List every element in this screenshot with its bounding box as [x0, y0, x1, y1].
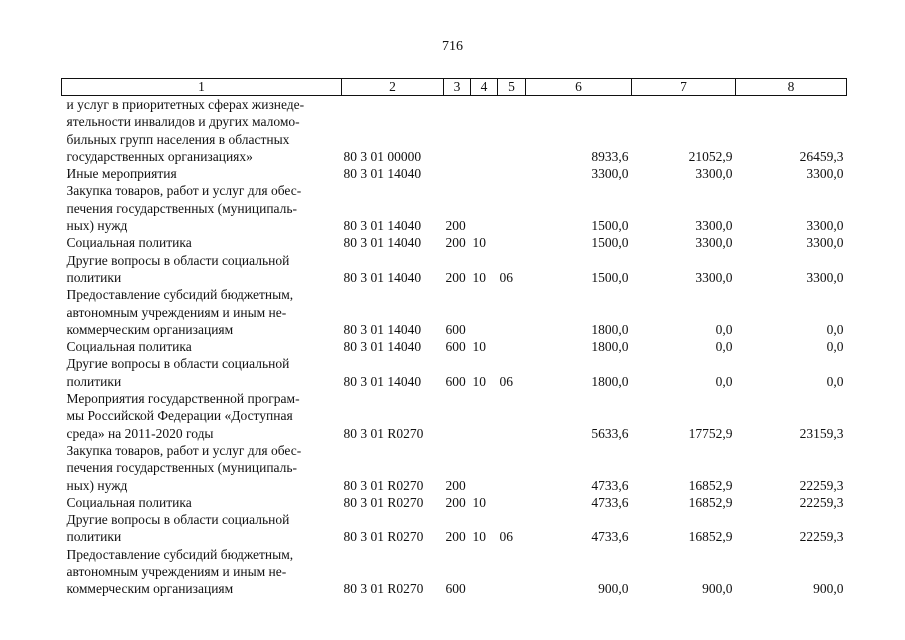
row-value-col7: 0,0 [715, 373, 733, 389]
row-name: Закупка товаров, работ и услуг для обес- печения государственных (муниципаль- ных) нужд [66, 442, 302, 493]
table-row [62, 286, 847, 338]
row-value-col8: 3300,0 [806, 269, 844, 285]
row-expense-type: 600 [445, 373, 466, 389]
row-name: Социальная политика [66, 235, 192, 251]
row-value-col8: 3300,0 [806, 235, 844, 251]
table-body [62, 96, 847, 598]
table-row [62, 182, 847, 234]
row-value-col7: 3300,0 [695, 218, 733, 234]
row-value-col7: 3300,0 [695, 166, 733, 182]
row-value-col6: 5633,6 [591, 425, 629, 441]
row-value-col7: 16852,9 [688, 477, 733, 493]
row-section [471, 390, 498, 442]
row-value-col6: 1500,0 [591, 269, 629, 285]
row-value-col8: 0,0 [826, 321, 844, 337]
row-value-col8: 3300,0 [806, 218, 844, 234]
row-name: и услуг в приоритетных сферах жизнеде- ятельности инвалидов и других маломо- бильных групп населения в областных государственных организациях» [66, 97, 305, 164]
header-cell-5: 5 [498, 79, 526, 96]
row-code: 80 3 01 14040 [343, 269, 422, 285]
row-value-col8: 22259,3 [799, 494, 844, 510]
table-row [62, 234, 847, 251]
row-value-col6: 1800,0 [591, 373, 629, 389]
row-value-col7: 3300,0 [695, 269, 733, 285]
table-row [62, 355, 847, 390]
row-expense-type: 200 [445, 477, 466, 493]
row-value-col6: 4733,6 [591, 494, 629, 510]
row-value-col6: 1800,0 [591, 339, 629, 355]
row-name: Социальная политика [66, 339, 192, 355]
row-section [471, 442, 498, 494]
row-code: 80 3 01 14040 [343, 321, 422, 337]
row-value-col6: 8933,6 [591, 148, 629, 164]
row-value-col7: 21052,9 [688, 148, 733, 164]
row-name: Предоставление субсидий бюджетным, автономным учреждениям и иным не- коммерческим организациям [66, 546, 294, 597]
row-expense-type: 600 [445, 339, 466, 355]
row-expense-type [444, 165, 471, 182]
row-expense-type: 200 [445, 218, 466, 234]
header-cell-2: 2 [342, 79, 444, 96]
row-value-col7: 0,0 [715, 321, 733, 337]
row-value-col7: 17752,9 [688, 425, 733, 441]
row-value-col8: 22259,3 [799, 477, 844, 493]
row-value-col6: 1800,0 [591, 321, 629, 337]
row-code: 80 3 01 14040 [343, 339, 422, 355]
table-header [62, 79, 847, 96]
header-cell-7: 7 [632, 79, 736, 96]
row-section [471, 96, 498, 166]
header-row [62, 79, 847, 96]
table-row [62, 390, 847, 442]
row-code: 80 3 01 14040 [343, 166, 422, 182]
row-value-col7: 16852,9 [688, 529, 733, 545]
row-expense-type [444, 390, 471, 442]
table-row [62, 338, 847, 355]
row-subsection [498, 96, 526, 166]
row-subsection [498, 182, 526, 234]
row-section [471, 182, 498, 234]
row-value-col6: 3300,0 [591, 166, 629, 182]
row-value-col8: 23159,3 [799, 425, 844, 441]
table-row [62, 546, 847, 598]
table-row [62, 442, 847, 494]
row-subsection: 06 [499, 373, 513, 389]
row-subsection [498, 546, 526, 598]
table-row [62, 165, 847, 182]
row-code: 80 3 01 14040 [343, 235, 422, 251]
row-expense-type: 200 [445, 494, 466, 510]
row-subsection [498, 165, 526, 182]
row-value-col6: 4733,6 [591, 529, 629, 545]
budget-table [61, 78, 847, 598]
row-name: Другие вопросы в области социальной политики [66, 356, 290, 389]
row-section: 10 [472, 339, 486, 355]
row-subsection: 06 [499, 529, 513, 545]
row-code: 80 3 01 R0270 [343, 425, 424, 441]
row-expense-type: 200 [445, 529, 466, 545]
table-row [62, 252, 847, 287]
row-subsection [498, 494, 526, 511]
row-name: Мероприятия государственной програм- мы Российской Федерации «Доступная среда» на 2011-2020 годы [66, 391, 300, 441]
row-value-col6: 1500,0 [591, 235, 629, 251]
row-section [471, 286, 498, 338]
row-subsection: 06 [499, 269, 513, 285]
table-row [62, 96, 847, 166]
row-section: 10 [472, 235, 486, 251]
row-code: 80 3 01 00000 [343, 148, 422, 164]
row-subsection [498, 442, 526, 494]
row-value-col8: 0,0 [826, 339, 844, 355]
row-name: Другие вопросы в области социальной политики [66, 512, 290, 545]
row-code: 80 3 01 R0270 [343, 529, 424, 545]
row-value-col8: 900,0 [813, 581, 844, 597]
row-name: Другие вопросы в области социальной политики [66, 252, 290, 285]
header-cell-4: 4 [471, 79, 498, 96]
row-value-col7: 16852,9 [688, 494, 733, 510]
row-value-col6: 4733,6 [591, 477, 629, 493]
row-section: 10 [472, 269, 486, 285]
row-section [471, 165, 498, 182]
row-value-col8: 3300,0 [806, 166, 844, 182]
row-section: 10 [472, 529, 486, 545]
header-cell-8: 8 [736, 79, 847, 96]
row-value-col8: 0,0 [826, 373, 844, 389]
row-subsection [498, 390, 526, 442]
row-name: Иные мероприятия [66, 166, 177, 182]
row-value-col7: 0,0 [715, 339, 733, 355]
row-expense-type: 200 [445, 269, 466, 285]
row-expense-type: 200 [445, 235, 466, 251]
header-cell-6: 6 [526, 79, 632, 96]
row-subsection [498, 286, 526, 338]
row-name: Закупка товаров, работ и услуг для обес- печения государственных (муниципаль- ных) нужд [66, 183, 302, 234]
row-code: 80 3 01 R0270 [343, 477, 424, 493]
row-value-col6: 900,0 [598, 581, 629, 597]
row-expense-type [444, 96, 471, 166]
table-row [62, 494, 847, 511]
row-value-col7: 900,0 [702, 581, 733, 597]
row-section [471, 546, 498, 598]
row-section: 10 [472, 373, 486, 389]
row-value-col6: 1500,0 [591, 218, 629, 234]
row-code: 80 3 01 R0270 [343, 581, 424, 597]
row-subsection [498, 338, 526, 355]
row-value-col8: 26459,3 [799, 148, 844, 164]
row-code: 80 3 01 14040 [343, 373, 422, 389]
row-code: 80 3 01 14040 [343, 218, 422, 234]
row-expense-type: 600 [445, 581, 466, 597]
row-expense-type: 600 [445, 321, 466, 337]
table-row [62, 511, 847, 546]
row-name: Предоставление субсидий бюджетным, автономным учреждениям и иным не- коммерческим организациям [66, 287, 294, 337]
row-name: Социальная политика [66, 494, 192, 510]
page-number: 716 [442, 39, 463, 54]
row-section: 10 [472, 494, 486, 510]
row-subsection [498, 234, 526, 251]
row-code: 80 3 01 R0270 [343, 494, 424, 510]
header-cell-1: 1 [62, 79, 342, 96]
row-value-col8: 22259,3 [799, 529, 844, 545]
row-value-col7: 3300,0 [695, 235, 733, 251]
header-cell-3: 3 [444, 79, 471, 96]
